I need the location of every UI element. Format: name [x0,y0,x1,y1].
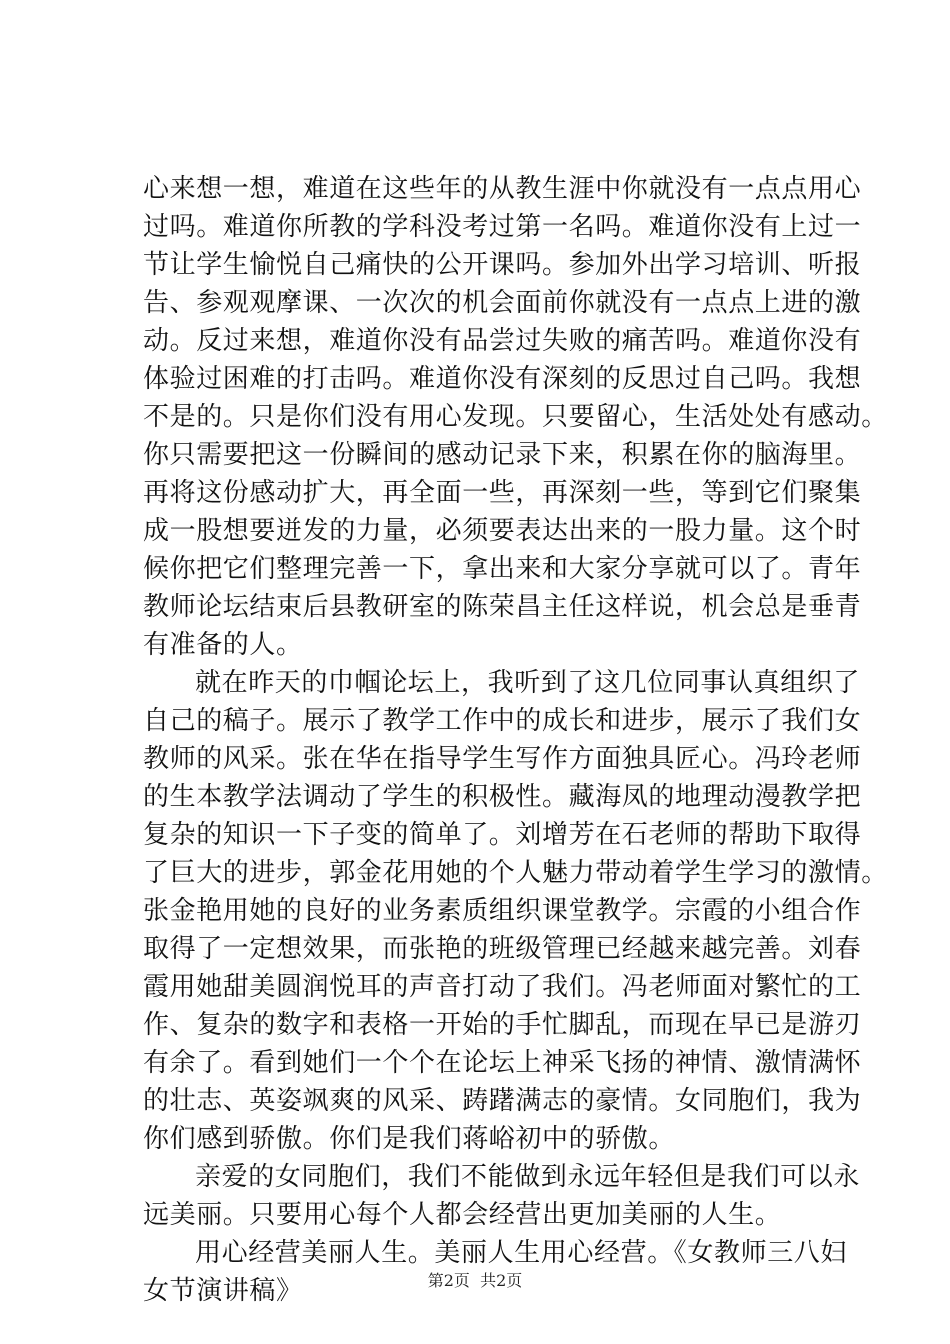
text-line: 心来想一想，难道在这些年的从教生涯中你就没有一点点用心 [143,174,862,204]
text-line: 了巨大的进步，郭金花用她的个人魅力带动着学生学习的激情。 [143,858,888,888]
text-line: 告、参观观摩课、一次次的机会面前你就没有一点点上进的激 [143,288,862,318]
text-line: 有准备的人。 [143,630,303,660]
text-line: 再将这份感动扩大，再全面一些，再深刻一些，等到它们聚集 [143,478,862,508]
text-line: 有余了。看到她们一个个在论坛上神采飞扬的神情、激情满怀 [143,1048,862,1078]
text-line: 用心经营美丽人生。美丽人生用心经营。《女教师三八妇 [195,1238,848,1268]
text-line: 女节演讲稿》 [143,1276,303,1306]
text-line: 复杂的知识一下子变的简单了。刘增芳在石老师的帮助下取得 [143,820,862,850]
paragraph [143,664,888,1158]
text-line: 就在昨天的巾帼论坛上，我听到了这几位同事认真组织了 [195,668,861,698]
text-line: 自己的稿子。展示了教学工作中的成长和进步，展示了我们女 [143,706,862,736]
page-footer [0,1271,950,1291]
text-line: 教师论坛结束后县教研室的陈荣昌主任这样说，机会总是垂青 [143,592,862,622]
text-line: 的壮志、英姿飒爽的风采、踌躇满志的豪情。女同胞们，我为 [143,1086,862,1116]
text-line: 霞用她甜美圆润悦耳的声音打动了我们。冯老师面对繁忙的工 [143,972,862,1002]
text-line: 候你把它们整理完善一下，拿出来和大家分享就可以了。青年 [143,554,862,584]
text-line: 节让学生愉悦自己痛快的公开课吗。参加外出学习培训、听报 [143,250,862,280]
text-line: 成一股想要迸发的力量，必须要表达出来的一股力量。这个时 [143,516,862,546]
text-line: 远美丽。只要用心每个人都会经营出更加美丽的人生。 [143,1200,782,1230]
text-line: 张金艳用她的良好的业务素质组织课堂教学。宗霞的小组合作 [143,896,862,926]
text-line: 你们感到骄傲。你们是我们蒋峪初中的骄傲。 [143,1124,676,1154]
document-body [143,170,888,1310]
text-line: 亲爱的女同胞们，我们不能做到永远年轻但是我们可以永 [195,1162,861,1192]
page-number-label: 第2页 共2页 [427,1271,523,1290]
text-line: 的生本教学法调动了学生的积极性。藏海凤的地理动漫教学把 [143,782,862,812]
paragraph [143,170,888,664]
text-line: 取得了一定想效果，而张艳的班级管理已经越来越完善。刘春 [143,934,862,964]
text-line: 过吗。难道你所教的学科没考过第一名吗。难道你没有上过一 [143,212,862,242]
text-line: 作、复杂的数字和表格一开始的手忙脚乱，而现在早已是游刃 [143,1010,862,1040]
text-line: 体验过困难的打击吗。难道你没有深刻的反思过自己吗。我想 [143,364,862,394]
paragraph [143,1158,861,1234]
text-line: 不是的。只是你们没有用心发现。只要留心，生活处处有感动。 [143,402,888,432]
text-line: 教师的风采。张在华在指导学生写作方面独具匠心。冯玲老师 [143,744,862,774]
text-line: 你只需要把这一份瞬间的感动记录下来，积累在你的脑海里。 [143,440,862,470]
text-line: 动。反过来想，难道你没有品尝过失败的痛苦吗。难道你没有 [143,326,862,356]
